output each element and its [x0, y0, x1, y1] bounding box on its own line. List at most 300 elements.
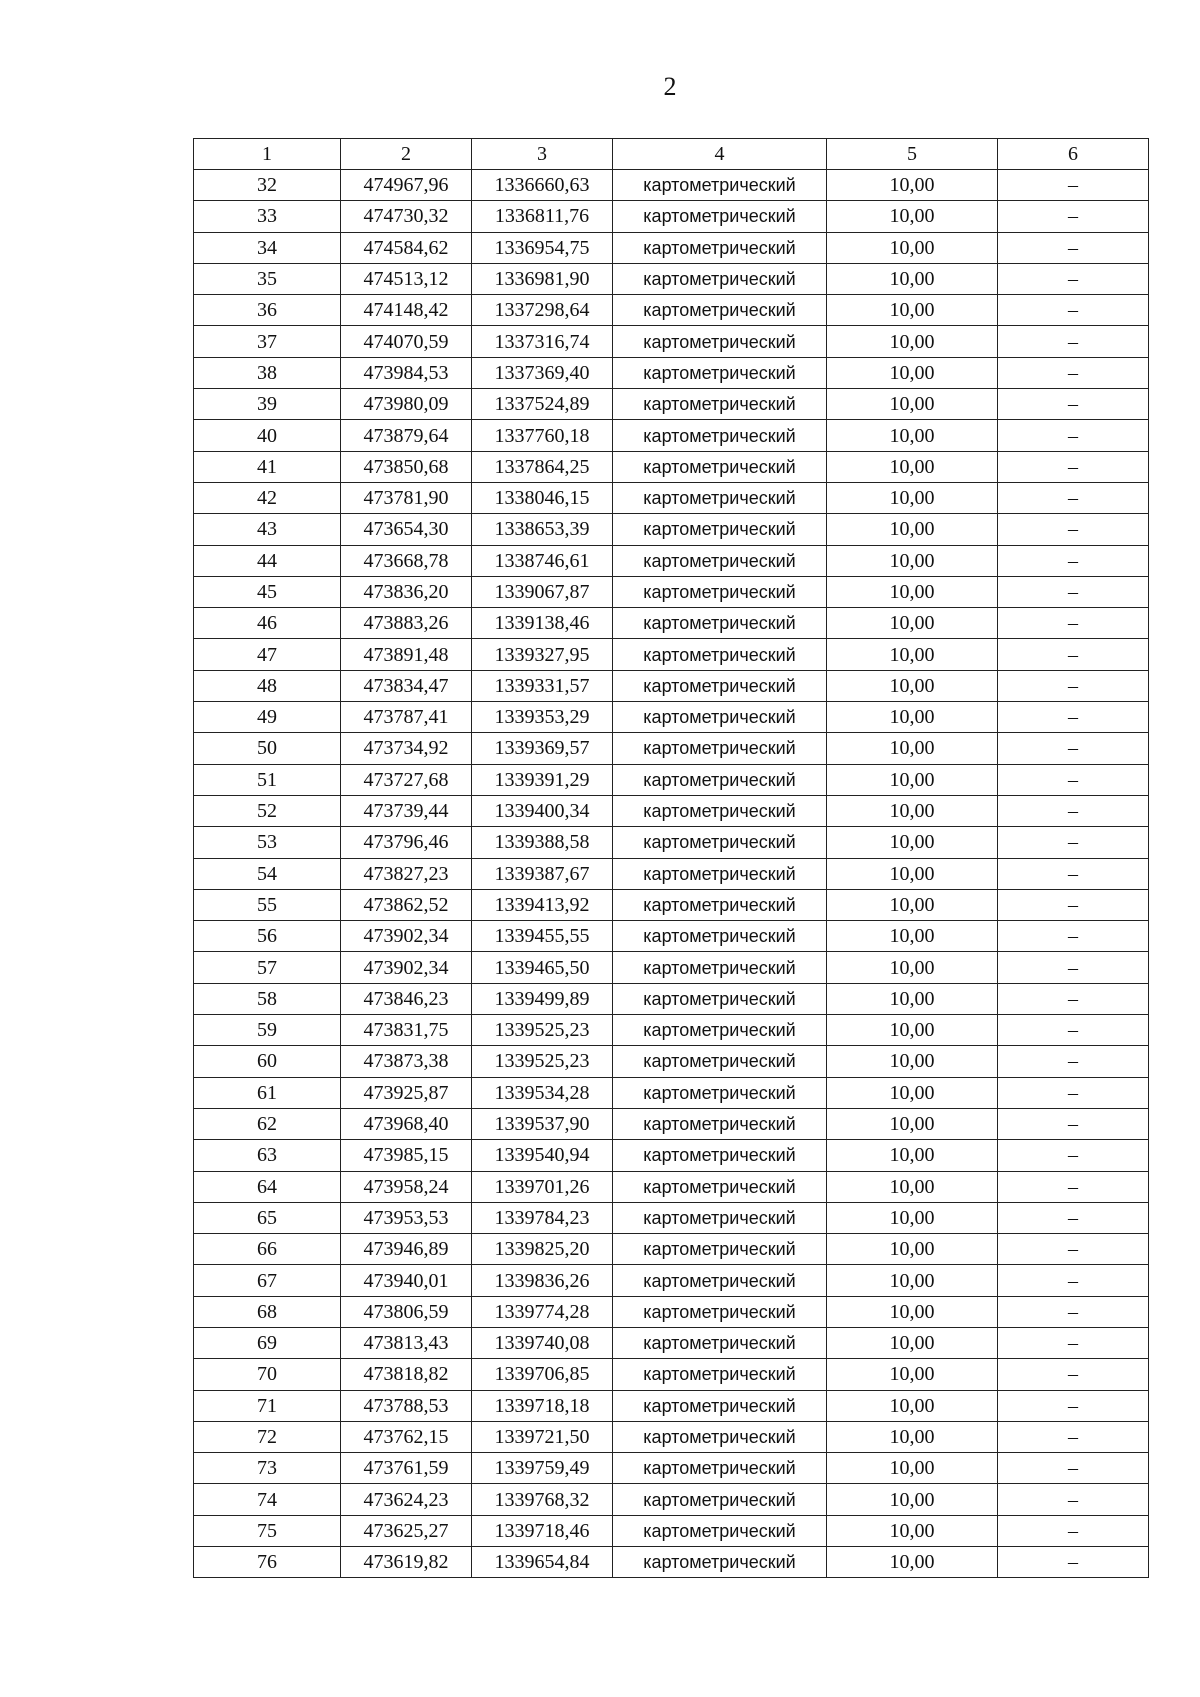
- table-row: [194, 389, 1149, 420]
- table-row: [194, 1234, 1149, 1265]
- table-row: [194, 795, 1149, 826]
- accuracy-cell: 10,00: [827, 1515, 998, 1546]
- table-row: [194, 1515, 1149, 1546]
- x-coordinate-cell: 473984,53: [341, 357, 472, 388]
- description-cell: –: [998, 1265, 1149, 1296]
- accuracy-cell: 10,00: [827, 733, 998, 764]
- x-coordinate-cell: 473902,34: [341, 952, 472, 983]
- x-coordinate-cell: 473946,89: [341, 1234, 472, 1265]
- method-cell: картометрический: [613, 795, 827, 826]
- point-number-cell: 63: [194, 1140, 341, 1171]
- method-cell: картометрический: [613, 1390, 827, 1421]
- accuracy-cell: 10,00: [827, 1108, 998, 1139]
- point-number-cell: 73: [194, 1453, 341, 1484]
- point-number-cell: 74: [194, 1484, 341, 1515]
- accuracy-cell: 10,00: [827, 1547, 998, 1578]
- table-row: [194, 1359, 1149, 1390]
- description-cell: –: [998, 1484, 1149, 1515]
- point-number-cell: 45: [194, 576, 341, 607]
- description-cell: –: [998, 889, 1149, 920]
- y-coordinate-cell: 1337524,89: [472, 389, 613, 420]
- table-row: [194, 733, 1149, 764]
- point-number-cell: 40: [194, 420, 341, 451]
- accuracy-cell: 10,00: [827, 1234, 998, 1265]
- coordinates-table: [193, 138, 1149, 1578]
- x-coordinate-cell: 473624,23: [341, 1484, 472, 1515]
- x-coordinate-cell: 473953,53: [341, 1202, 472, 1233]
- method-cell: картометрический: [613, 1108, 827, 1139]
- description-cell: –: [998, 420, 1149, 451]
- y-coordinate-cell: 1339537,90: [472, 1108, 613, 1139]
- y-coordinate-cell: 1339067,87: [472, 576, 613, 607]
- accuracy-cell: 10,00: [827, 1202, 998, 1233]
- accuracy-cell: 10,00: [827, 389, 998, 420]
- point-number-cell: 70: [194, 1359, 341, 1390]
- x-coordinate-cell: 473834,47: [341, 670, 472, 701]
- accuracy-cell: 10,00: [827, 670, 998, 701]
- description-cell: –: [998, 1515, 1149, 1546]
- table-row: [194, 514, 1149, 545]
- description-cell: –: [998, 1234, 1149, 1265]
- accuracy-cell: 10,00: [827, 889, 998, 920]
- accuracy-cell: 10,00: [827, 858, 998, 889]
- column-header: 6: [998, 139, 1149, 170]
- x-coordinate-cell: 473727,68: [341, 764, 472, 795]
- accuracy-cell: 10,00: [827, 1077, 998, 1108]
- table-row: [194, 1265, 1149, 1296]
- y-coordinate-cell: 1339534,28: [472, 1077, 613, 1108]
- method-cell: картометрический: [613, 858, 827, 889]
- x-coordinate-cell: 474967,96: [341, 170, 472, 201]
- y-coordinate-cell: 1339718,18: [472, 1390, 613, 1421]
- x-coordinate-cell: 473788,53: [341, 1390, 472, 1421]
- x-coordinate-cell: 473818,82: [341, 1359, 472, 1390]
- accuracy-cell: 10,00: [827, 232, 998, 263]
- y-coordinate-cell: 1339499,89: [472, 983, 613, 1014]
- x-coordinate-cell: 473850,68: [341, 451, 472, 482]
- description-cell: –: [998, 326, 1149, 357]
- accuracy-cell: 10,00: [827, 295, 998, 326]
- accuracy-cell: 10,00: [827, 576, 998, 607]
- method-cell: картометрический: [613, 170, 827, 201]
- accuracy-cell: 10,00: [827, 1390, 998, 1421]
- y-coordinate-cell: 1337369,40: [472, 357, 613, 388]
- method-cell: картометрический: [613, 1171, 827, 1202]
- table-row: [194, 1484, 1149, 1515]
- y-coordinate-cell: 1337298,64: [472, 295, 613, 326]
- method-cell: картометрический: [613, 1234, 827, 1265]
- description-cell: –: [998, 1202, 1149, 1233]
- description-cell: –: [998, 858, 1149, 889]
- x-coordinate-cell: 473902,34: [341, 921, 472, 952]
- accuracy-cell: 10,00: [827, 795, 998, 826]
- table-row: [194, 232, 1149, 263]
- point-number-cell: 65: [194, 1202, 341, 1233]
- accuracy-cell: 10,00: [827, 263, 998, 294]
- table-row: [194, 1046, 1149, 1077]
- y-coordinate-cell: 1339331,57: [472, 670, 613, 701]
- y-coordinate-cell: 1339138,46: [472, 608, 613, 639]
- method-cell: картометрический: [613, 983, 827, 1014]
- method-cell: картометрический: [613, 576, 827, 607]
- accuracy-cell: 10,00: [827, 357, 998, 388]
- accuracy-cell: 10,00: [827, 1296, 998, 1327]
- x-coordinate-cell: 473879,64: [341, 420, 472, 451]
- description-cell: –: [998, 1421, 1149, 1452]
- accuracy-cell: 10,00: [827, 201, 998, 232]
- x-coordinate-cell: 473968,40: [341, 1108, 472, 1139]
- table-row: [194, 1108, 1149, 1139]
- description-cell: –: [998, 514, 1149, 545]
- accuracy-cell: 10,00: [827, 702, 998, 733]
- table-row: [194, 1547, 1149, 1578]
- method-cell: картометрический: [613, 1421, 827, 1452]
- method-cell: картометрический: [613, 1077, 827, 1108]
- description-cell: –: [998, 733, 1149, 764]
- method-cell: картометрический: [613, 1547, 827, 1578]
- y-coordinate-cell: 1339836,26: [472, 1265, 613, 1296]
- y-coordinate-cell: 1338746,61: [472, 545, 613, 576]
- accuracy-cell: 10,00: [827, 482, 998, 513]
- table-row: [194, 1390, 1149, 1421]
- point-number-cell: 75: [194, 1515, 341, 1546]
- accuracy-cell: 10,00: [827, 545, 998, 576]
- y-coordinate-cell: 1339525,23: [472, 1015, 613, 1046]
- table-row: [194, 1453, 1149, 1484]
- x-coordinate-cell: 473787,41: [341, 702, 472, 733]
- point-number-cell: 41: [194, 451, 341, 482]
- table-row: [194, 451, 1149, 482]
- method-cell: картометрический: [613, 921, 827, 952]
- page-number: 2: [663, 72, 677, 101]
- description-cell: –: [998, 451, 1149, 482]
- x-coordinate-cell: 473668,78: [341, 545, 472, 576]
- method-cell: картометрический: [613, 702, 827, 733]
- y-coordinate-cell: 1339465,50: [472, 952, 613, 983]
- y-coordinate-cell: 1339400,34: [472, 795, 613, 826]
- y-coordinate-cell: 1339654,84: [472, 1547, 613, 1578]
- accuracy-cell: 10,00: [827, 326, 998, 357]
- x-coordinate-cell: 473654,30: [341, 514, 472, 545]
- accuracy-cell: 10,00: [827, 608, 998, 639]
- x-coordinate-cell: 474070,59: [341, 326, 472, 357]
- column-header: 4: [613, 139, 827, 170]
- method-cell: картометрический: [613, 1140, 827, 1171]
- y-coordinate-cell: 1339391,29: [472, 764, 613, 795]
- accuracy-cell: 10,00: [827, 921, 998, 952]
- accuracy-cell: 10,00: [827, 1421, 998, 1452]
- accuracy-cell: 10,00: [827, 1171, 998, 1202]
- accuracy-cell: 10,00: [827, 1453, 998, 1484]
- x-coordinate-cell: 473980,09: [341, 389, 472, 420]
- method-cell: картометрический: [613, 1359, 827, 1390]
- method-cell: картометрический: [613, 1202, 827, 1233]
- description-cell: –: [998, 795, 1149, 826]
- x-coordinate-cell: 473827,23: [341, 858, 472, 889]
- description-cell: –: [998, 827, 1149, 858]
- x-coordinate-cell: 473846,23: [341, 983, 472, 1014]
- point-number-cell: 66: [194, 1234, 341, 1265]
- point-number-cell: 55: [194, 889, 341, 920]
- x-coordinate-cell: 473985,15: [341, 1140, 472, 1171]
- accuracy-cell: 10,00: [827, 1484, 998, 1515]
- point-number-cell: 52: [194, 795, 341, 826]
- x-coordinate-cell: 474584,62: [341, 232, 472, 263]
- table-row: [194, 670, 1149, 701]
- accuracy-cell: 10,00: [827, 983, 998, 1014]
- accuracy-cell: 10,00: [827, 1015, 998, 1046]
- point-number-cell: 42: [194, 482, 341, 513]
- method-cell: картометрический: [613, 295, 827, 326]
- accuracy-cell: 10,00: [827, 1265, 998, 1296]
- x-coordinate-cell: 473761,59: [341, 1453, 472, 1484]
- point-number-cell: 38: [194, 357, 341, 388]
- point-number-cell: 57: [194, 952, 341, 983]
- y-coordinate-cell: 1339701,26: [472, 1171, 613, 1202]
- point-number-cell: 71: [194, 1390, 341, 1421]
- table-row: [194, 1327, 1149, 1358]
- x-coordinate-cell: 473958,24: [341, 1171, 472, 1202]
- table-row: [194, 263, 1149, 294]
- method-cell: картометрический: [613, 889, 827, 920]
- method-cell: картометрический: [613, 420, 827, 451]
- y-coordinate-cell: 1339540,94: [472, 1140, 613, 1171]
- accuracy-cell: 10,00: [827, 1359, 998, 1390]
- description-cell: –: [998, 983, 1149, 1014]
- point-number-cell: 48: [194, 670, 341, 701]
- x-coordinate-cell: 474513,12: [341, 263, 472, 294]
- description-cell: –: [998, 232, 1149, 263]
- x-coordinate-cell: 473734,92: [341, 733, 472, 764]
- table-row: [194, 295, 1149, 326]
- x-coordinate-cell: 473831,75: [341, 1015, 472, 1046]
- y-coordinate-cell: 1339388,58: [472, 827, 613, 858]
- y-coordinate-cell: 1339369,57: [472, 733, 613, 764]
- y-coordinate-cell: 1336811,76: [472, 201, 613, 232]
- accuracy-cell: 10,00: [827, 1046, 998, 1077]
- method-cell: картометрический: [613, 827, 827, 858]
- point-number-cell: 61: [194, 1077, 341, 1108]
- point-number-cell: 47: [194, 639, 341, 670]
- point-number-cell: 32: [194, 170, 341, 201]
- x-coordinate-cell: 474730,32: [341, 201, 472, 232]
- method-cell: картометрический: [613, 357, 827, 388]
- x-coordinate-cell: 473862,52: [341, 889, 472, 920]
- description-cell: –: [998, 1547, 1149, 1578]
- method-cell: картометрический: [613, 482, 827, 513]
- y-coordinate-cell: 1339774,28: [472, 1296, 613, 1327]
- x-coordinate-cell: 473836,20: [341, 576, 472, 607]
- accuracy-cell: 10,00: [827, 451, 998, 482]
- table-row: [194, 983, 1149, 1014]
- table-row: [194, 201, 1149, 232]
- table-header-row: [194, 139, 1149, 170]
- table-row: [194, 170, 1149, 201]
- y-coordinate-cell: 1339768,32: [472, 1484, 613, 1515]
- point-number-cell: 44: [194, 545, 341, 576]
- description-cell: –: [998, 670, 1149, 701]
- point-number-cell: 39: [194, 389, 341, 420]
- description-cell: –: [998, 1171, 1149, 1202]
- x-coordinate-cell: 473883,26: [341, 608, 472, 639]
- description-cell: –: [998, 1077, 1149, 1108]
- description-cell: –: [998, 1327, 1149, 1358]
- table-row: [194, 326, 1149, 357]
- point-number-cell: 50: [194, 733, 341, 764]
- description-cell: –: [998, 608, 1149, 639]
- point-number-cell: 43: [194, 514, 341, 545]
- method-cell: картометрический: [613, 201, 827, 232]
- method-cell: картометрический: [613, 1265, 827, 1296]
- description-cell: –: [998, 1015, 1149, 1046]
- method-cell: картометрический: [613, 1515, 827, 1546]
- point-number-cell: 53: [194, 827, 341, 858]
- x-coordinate-cell: 473781,90: [341, 482, 472, 513]
- description-cell: –: [998, 702, 1149, 733]
- point-number-cell: 54: [194, 858, 341, 889]
- method-cell: картометрический: [613, 514, 827, 545]
- table-row: [194, 639, 1149, 670]
- description-cell: –: [998, 295, 1149, 326]
- point-number-cell: 68: [194, 1296, 341, 1327]
- point-number-cell: 37: [194, 326, 341, 357]
- point-number-cell: 76: [194, 1547, 341, 1578]
- table-row: [194, 1077, 1149, 1108]
- table-row: [194, 1171, 1149, 1202]
- column-header: 1: [194, 139, 341, 170]
- table-row: [194, 1421, 1149, 1452]
- table-row: [194, 827, 1149, 858]
- y-coordinate-cell: 1339784,23: [472, 1202, 613, 1233]
- description-cell: –: [998, 482, 1149, 513]
- point-number-cell: 59: [194, 1015, 341, 1046]
- description-cell: –: [998, 1108, 1149, 1139]
- y-coordinate-cell: 1339387,67: [472, 858, 613, 889]
- method-cell: картометрический: [613, 389, 827, 420]
- point-number-cell: 62: [194, 1108, 341, 1139]
- y-coordinate-cell: 1339721,50: [472, 1421, 613, 1452]
- table-row: [194, 576, 1149, 607]
- x-coordinate-cell: 474148,42: [341, 295, 472, 326]
- y-coordinate-cell: 1337864,25: [472, 451, 613, 482]
- y-coordinate-cell: 1338653,39: [472, 514, 613, 545]
- point-number-cell: 67: [194, 1265, 341, 1296]
- y-coordinate-cell: 1339740,08: [472, 1327, 613, 1358]
- point-number-cell: 69: [194, 1327, 341, 1358]
- point-number-cell: 51: [194, 764, 341, 795]
- accuracy-cell: 10,00: [827, 514, 998, 545]
- description-cell: –: [998, 545, 1149, 576]
- y-coordinate-cell: 1336954,75: [472, 232, 613, 263]
- x-coordinate-cell: 473625,27: [341, 1515, 472, 1546]
- point-number-cell: 46: [194, 608, 341, 639]
- point-number-cell: 33: [194, 201, 341, 232]
- point-number-cell: 35: [194, 263, 341, 294]
- description-cell: –: [998, 639, 1149, 670]
- y-coordinate-cell: 1336981,90: [472, 263, 613, 294]
- x-coordinate-cell: 473619,82: [341, 1547, 472, 1578]
- y-coordinate-cell: 1339455,55: [472, 921, 613, 952]
- table-row: [194, 858, 1149, 889]
- method-cell: картометрический: [613, 263, 827, 294]
- description-cell: –: [998, 1453, 1149, 1484]
- x-coordinate-cell: 473873,38: [341, 1046, 472, 1077]
- method-cell: картометрический: [613, 1327, 827, 1358]
- x-coordinate-cell: 473940,01: [341, 1265, 472, 1296]
- table-row: [194, 702, 1149, 733]
- x-coordinate-cell: 473891,48: [341, 639, 472, 670]
- table-row: [194, 1140, 1149, 1171]
- y-coordinate-cell: 1339525,23: [472, 1046, 613, 1077]
- method-cell: картометрический: [613, 232, 827, 263]
- description-cell: –: [998, 201, 1149, 232]
- point-number-cell: 60: [194, 1046, 341, 1077]
- y-coordinate-cell: 1339706,85: [472, 1359, 613, 1390]
- accuracy-cell: 10,00: [827, 827, 998, 858]
- description-cell: –: [998, 1046, 1149, 1077]
- y-coordinate-cell: 1338046,15: [472, 482, 613, 513]
- method-cell: картометрический: [613, 1296, 827, 1327]
- y-coordinate-cell: 1339825,20: [472, 1234, 613, 1265]
- description-cell: –: [998, 1296, 1149, 1327]
- y-coordinate-cell: 1339327,95: [472, 639, 613, 670]
- x-coordinate-cell: 473739,44: [341, 795, 472, 826]
- description-cell: –: [998, 357, 1149, 388]
- point-number-cell: 36: [194, 295, 341, 326]
- table-row: [194, 952, 1149, 983]
- y-coordinate-cell: 1339413,92: [472, 889, 613, 920]
- description-cell: –: [998, 389, 1149, 420]
- column-header: 2: [341, 139, 472, 170]
- description-cell: –: [998, 952, 1149, 983]
- method-cell: картометрический: [613, 952, 827, 983]
- y-coordinate-cell: 1337316,74: [472, 326, 613, 357]
- y-coordinate-cell: 1339353,29: [472, 702, 613, 733]
- x-coordinate-cell: 473813,43: [341, 1327, 472, 1358]
- point-number-cell: 56: [194, 921, 341, 952]
- description-cell: –: [998, 170, 1149, 201]
- method-cell: картометрический: [613, 608, 827, 639]
- y-coordinate-cell: 1337760,18: [472, 420, 613, 451]
- method-cell: картометрический: [613, 451, 827, 482]
- x-coordinate-cell: 473762,15: [341, 1421, 472, 1452]
- accuracy-cell: 10,00: [827, 952, 998, 983]
- table-row: [194, 545, 1149, 576]
- description-cell: –: [998, 921, 1149, 952]
- method-cell: картометрический: [613, 1453, 827, 1484]
- x-coordinate-cell: 473925,87: [341, 1077, 472, 1108]
- y-coordinate-cell: 1336660,63: [472, 170, 613, 201]
- table-row: [194, 889, 1149, 920]
- method-cell: картометрический: [613, 733, 827, 764]
- method-cell: картометрический: [613, 670, 827, 701]
- description-cell: –: [998, 764, 1149, 795]
- y-coordinate-cell: 1339718,46: [472, 1515, 613, 1546]
- point-number-cell: 49: [194, 702, 341, 733]
- table-row: [194, 1296, 1149, 1327]
- point-number-cell: 34: [194, 232, 341, 263]
- method-cell: картометрический: [613, 764, 827, 795]
- accuracy-cell: 10,00: [827, 764, 998, 795]
- method-cell: картометрический: [613, 1015, 827, 1046]
- accuracy-cell: 10,00: [827, 170, 998, 201]
- x-coordinate-cell: 473806,59: [341, 1296, 472, 1327]
- table-row: [194, 921, 1149, 952]
- method-cell: картометрический: [613, 1046, 827, 1077]
- table-row: [194, 357, 1149, 388]
- description-cell: –: [998, 263, 1149, 294]
- method-cell: картометрический: [613, 326, 827, 357]
